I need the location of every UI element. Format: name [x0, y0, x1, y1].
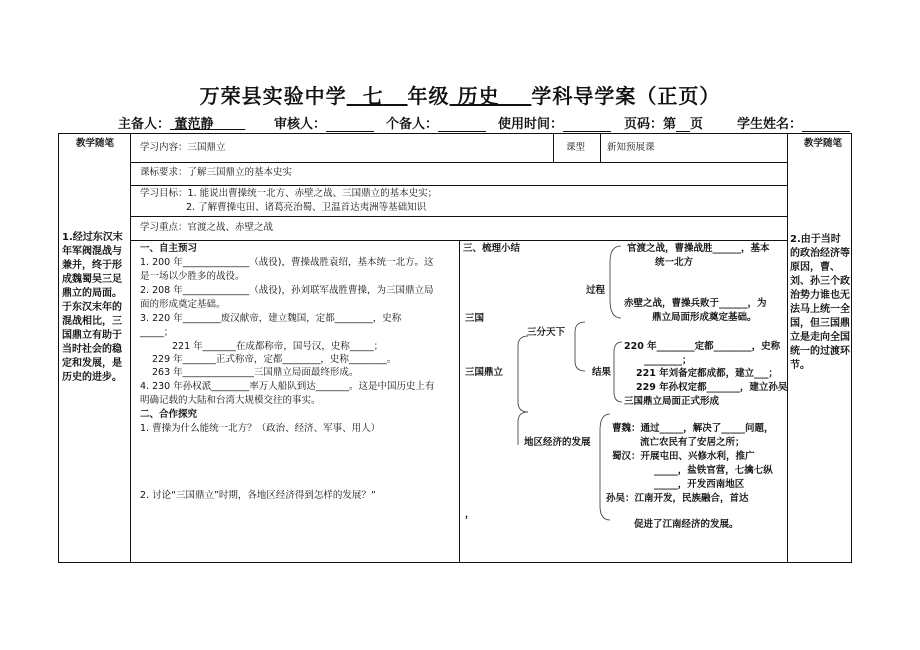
economy-shu-1: 蜀汉：开展屯田、兴修水利，推广: [612, 451, 755, 462]
standard-row: 课标要求：了解三国鼎立的基本史实: [140, 167, 293, 178]
s1-line: 明确记载的大陆和台湾大规模交往的事实。: [140, 395, 321, 406]
right-col-header: 教学随笔: [804, 138, 843, 149]
lesson-type-label: 课型: [566, 142, 586, 153]
result-line-3: 221 年刘备定都成都，建立___；: [636, 368, 778, 379]
node-three-kingdoms: 三国鼎立: [465, 367, 504, 378]
result-line-5: 三国鼎立局面正式形成: [624, 396, 720, 407]
s1-line: 1. 200 年______________（战役)，曹操战胜袁绍，基本统一北方。这: [140, 257, 434, 268]
stray-comma: ，: [465, 509, 475, 520]
s1-line: 229 年_______正式称帝，定都________，史称________。: [152, 354, 397, 365]
s1-line: 263 年_______________三国鼎立局面最终形成。: [152, 367, 359, 378]
result-line-2: ________；: [644, 355, 692, 366]
header-student: 学生姓名：: [737, 113, 850, 132]
economy-wu-1: 孙吴：江南开发，民族融合，首达: [606, 493, 749, 504]
content-row: 学习内容：三国鼎立: [140, 142, 226, 153]
bracket-process: [610, 246, 621, 318]
objectives-line-1: 学习目标：1. 能说出曹操统一北方、赤壁之战、三国鼎立的基本史实；: [140, 188, 438, 199]
s2-question-1: 1. 曹操为什么能统一北方？（政治、经济、军事、用人）: [140, 423, 381, 434]
node-economy: 地区经济的发展: [524, 437, 591, 448]
header-reviewer: 审核人：: [274, 113, 374, 132]
section2-heading: 二、合作探究: [140, 409, 198, 420]
bracket-three-kingdoms: [518, 336, 528, 412]
s1-line: 面的形成奠定基础。: [140, 299, 226, 310]
bracket-three: [575, 322, 585, 371]
s1-line: _____；: [140, 327, 174, 338]
left-col-note: 1.经过东汉末年军阀混战与兼并，终于形成魏蜀吴三足鼎立的局面。于东汉末年的混战相比，三国鼎立有助于当时社会的稳定和发展，是历史的进步。: [62, 232, 123, 383]
key-points-row: 学习重点：官渡之战、赤壁之战: [140, 222, 274, 233]
process-item-2a: 赤壁之战，曹操兵败于______，为: [624, 298, 767, 309]
s1-line: 是一场以少胜多的战役。: [140, 271, 245, 282]
title-grade-suffix: 年级: [407, 84, 450, 108]
s1-line: 4. 230 年孙权派________率万人船队到达_______。这是中国历史上有: [140, 381, 435, 392]
title-suffix: 学科导学案（正页）: [531, 84, 721, 108]
objectives-line-2: 2. 了解曹操屯田、诸葛亮治蜀、卫温首达夷洲等基础知识: [186, 202, 427, 213]
section3-heading: 三、梳理小结: [463, 243, 521, 254]
node-process: 过程: [586, 285, 606, 296]
economy-shu-2: _____，盐铁官营，七擒七纵: [654, 465, 773, 476]
result-line-1: 220 年________定都________，史称: [624, 341, 781, 352]
result-line-4: 229 年孙权定都_______，建立孙吴: [636, 382, 788, 393]
node-three-kingdoms-top: 三国: [465, 313, 485, 324]
header-individual: 个备人：: [386, 113, 486, 132]
s2-question-2: 2. 讨论“三国鼎立”时期，各地区经济得到怎样的发展？”: [140, 490, 376, 501]
s1-line: 221 年_______在成都称帝，国号汉，史称_____；: [172, 341, 384, 352]
header-preparer: 主备人： 董范静: [118, 117, 214, 132]
header-page: 页码：第 页: [624, 117, 704, 132]
economy-wu-2: 促进了江南经济的发展。: [634, 519, 739, 530]
process-item-1b: 统一北方: [655, 257, 694, 268]
bracket-result: [614, 342, 622, 402]
process-item-1a: 官渡之战，曹操战胜______，基本: [627, 243, 770, 254]
left-col-header: 教学随笔: [76, 138, 115, 149]
economy-wei-1: 曹魏：通过_____，解决了_____问题，: [612, 423, 774, 434]
section1-heading: 一、自主预习: [140, 243, 198, 254]
title-subject: 历史: [457, 84, 500, 108]
economy-wei-2: 流亡农民有了安居之所；: [640, 437, 745, 448]
node-three-divisions: 三分天下: [527, 327, 566, 338]
title-school: 万荣县实验中学: [199, 84, 347, 108]
s1-line: 3. 220 年________废汉献帝，建立魏国，定都________，史称: [140, 313, 402, 324]
lesson-type-value: 新知预展课: [607, 142, 655, 153]
s1-line: 2. 208 年______________（战役)，孙刘联军战胜曹操，为三国鼎立局: [140, 285, 434, 296]
economy-shu-3: _____，开发西南地区: [654, 479, 745, 490]
header-time: 使用时间：: [498, 113, 611, 132]
right-col-note: 2.由于当时的政治经济等原因，曹、刘、孙三个政治势力谁也无法马上统一全国，但三国鼎立是走向全国统一的过渡环节。: [790, 234, 850, 371]
node-result: 结果: [592, 367, 612, 378]
title-grade: 七: [362, 84, 384, 108]
process-item-2b: 鼎立局面形成奠定基础。: [652, 312, 757, 323]
